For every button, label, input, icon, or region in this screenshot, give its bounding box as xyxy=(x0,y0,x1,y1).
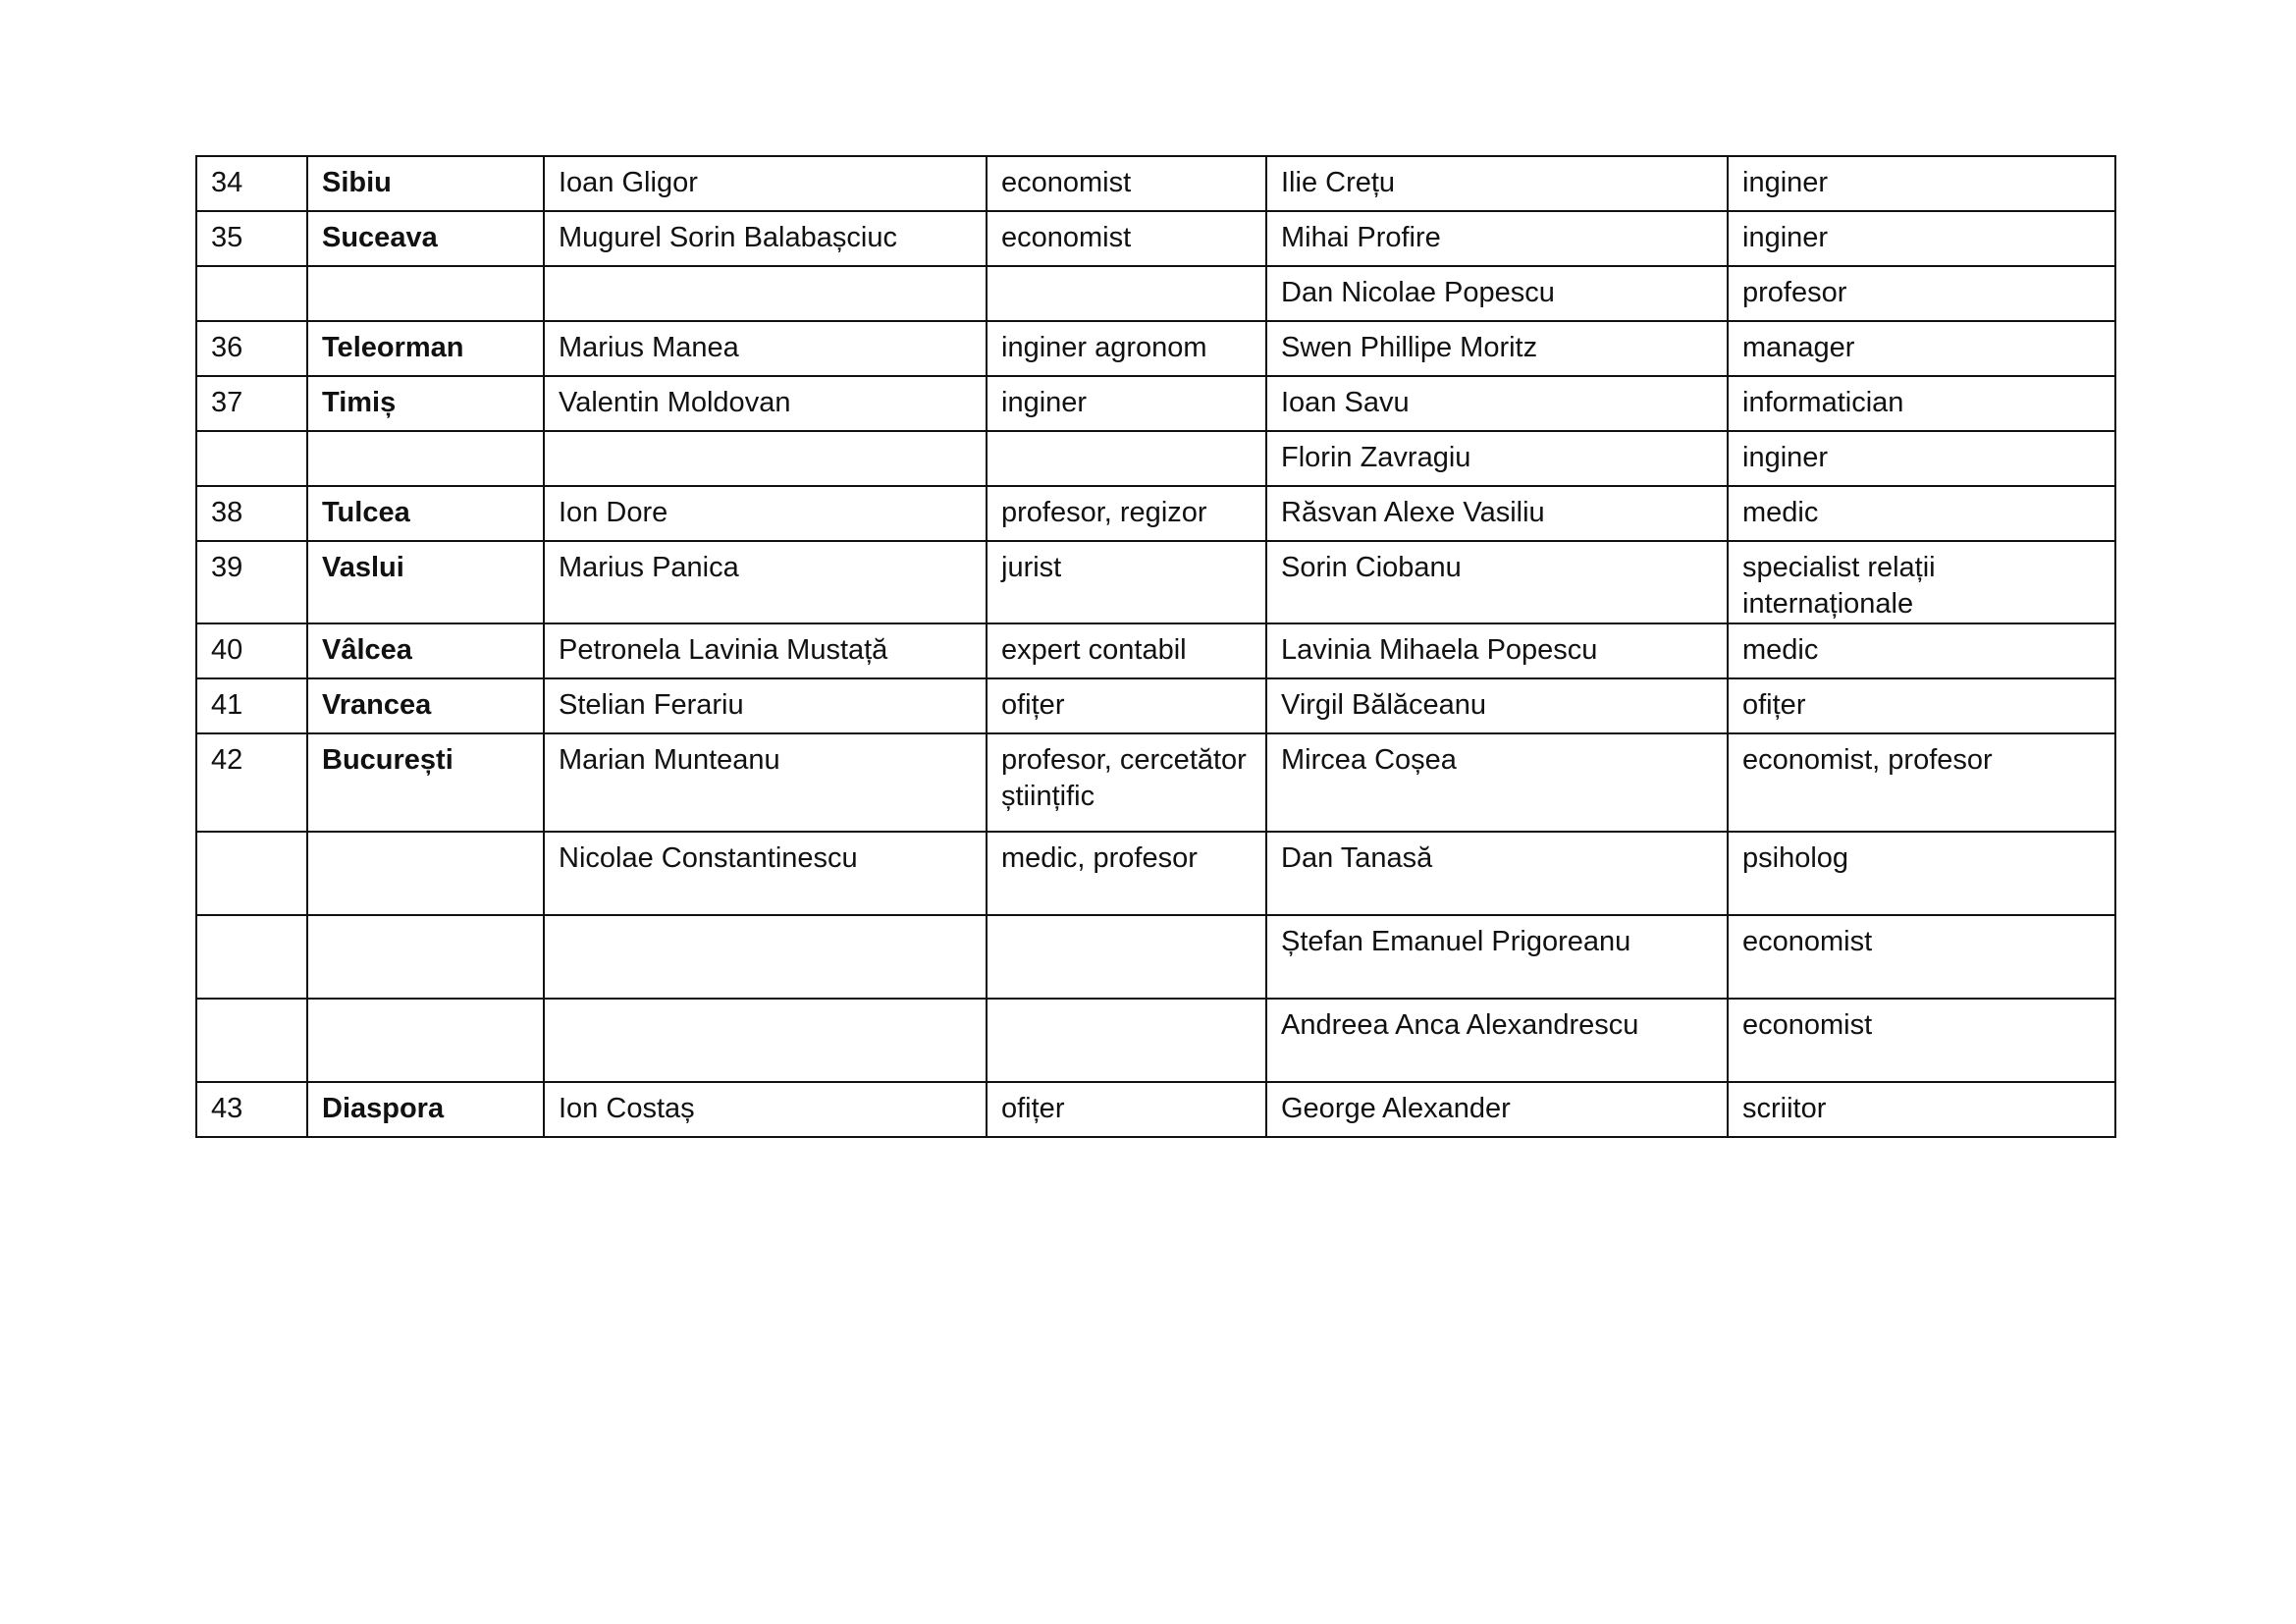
second-candidate-profession: psiholog xyxy=(1728,832,2115,915)
candidate-profession xyxy=(987,266,1266,321)
county-name: Tulcea xyxy=(307,486,544,541)
candidate-profession: expert contabil xyxy=(987,623,1266,678)
row-number: 43 xyxy=(196,1082,307,1137)
second-candidate-name: Florin Zavragiu xyxy=(1266,431,1728,486)
second-candidate-profession: economist xyxy=(1728,999,2115,1082)
table-row xyxy=(196,321,2115,376)
second-candidate-name: Swen Phillipe Moritz xyxy=(1266,321,1728,376)
second-candidate-name: Dan Nicolae Popescu xyxy=(1266,266,1728,321)
table-row xyxy=(196,623,2115,678)
row-number: 35 xyxy=(196,211,307,266)
row-number: 41 xyxy=(196,678,307,733)
row-number xyxy=(196,999,307,1082)
table-row xyxy=(196,1082,2115,1137)
county-name: Teleorman xyxy=(307,321,544,376)
table-row xyxy=(196,376,2115,431)
second-candidate-name: Mihai Profire xyxy=(1266,211,1728,266)
candidate-profession: medic, profesor xyxy=(987,832,1266,915)
candidate-profession xyxy=(987,915,1266,999)
candidate-name: Valentin Moldovan xyxy=(544,376,987,431)
candidate-name: Marius Panica xyxy=(544,541,987,623)
table-row xyxy=(196,156,2115,211)
second-candidate-profession: inginer xyxy=(1728,431,2115,486)
candidate-profession: jurist xyxy=(987,541,1266,623)
candidate-profession: profesor, regizor xyxy=(987,486,1266,541)
row-number: 34 xyxy=(196,156,307,211)
second-candidate-name: Andreea Anca Alexandrescu xyxy=(1266,999,1728,1082)
second-candidate-profession: informatician xyxy=(1728,376,2115,431)
row-number: 38 xyxy=(196,486,307,541)
county-name xyxy=(307,832,544,915)
row-number xyxy=(196,832,307,915)
candidate-name: Ion Dore xyxy=(544,486,987,541)
candidate-profession: inginer xyxy=(987,376,1266,431)
candidate-name: Ioan Gligor xyxy=(544,156,987,211)
table-row xyxy=(196,915,2115,999)
county-name: Timiș xyxy=(307,376,544,431)
candidate-profession: ofițer xyxy=(987,1082,1266,1137)
county-name xyxy=(307,266,544,321)
second-candidate-profession: ofițer xyxy=(1728,678,2115,733)
candidate-name: Mugurel Sorin Balabașciuc xyxy=(544,211,987,266)
county-name xyxy=(307,915,544,999)
candidate-profession xyxy=(987,431,1266,486)
county-name: Vâlcea xyxy=(307,623,544,678)
second-candidate-name: Lavinia Mihaela Popescu xyxy=(1266,623,1728,678)
second-candidate-profession: inginer xyxy=(1728,211,2115,266)
second-candidate-name: George Alexander xyxy=(1266,1082,1728,1137)
candidates-table xyxy=(195,155,2116,1138)
row-number: 39 xyxy=(196,541,307,623)
candidate-name: Petronela Lavinia Mustață xyxy=(544,623,987,678)
second-candidate-name: Ștefan Emanuel Prigoreanu xyxy=(1266,915,1728,999)
county-name: București xyxy=(307,733,544,832)
row-number xyxy=(196,431,307,486)
table-row xyxy=(196,266,2115,321)
table-row xyxy=(196,733,2115,832)
county-name: Vaslui xyxy=(307,541,544,623)
second-candidate-profession: medic xyxy=(1728,623,2115,678)
county-name: Suceava xyxy=(307,211,544,266)
county-name xyxy=(307,431,544,486)
county-name xyxy=(307,999,544,1082)
second-candidate-profession: specialist relații internaționale xyxy=(1728,541,2115,623)
second-candidate-name: Răsvan Alexe Vasiliu xyxy=(1266,486,1728,541)
candidate-profession: economist xyxy=(987,156,1266,211)
candidate-profession: profesor, cercetător științific xyxy=(987,733,1266,832)
candidate-name: Nicolae Constantinescu xyxy=(544,832,987,915)
county-name: Diaspora xyxy=(307,1082,544,1137)
table-row xyxy=(196,486,2115,541)
second-candidate-profession: manager xyxy=(1728,321,2115,376)
candidate-name xyxy=(544,431,987,486)
candidate-profession: economist xyxy=(987,211,1266,266)
table-row xyxy=(196,999,2115,1082)
candidate-name xyxy=(544,266,987,321)
candidate-name: Stelian Ferariu xyxy=(544,678,987,733)
second-candidate-name: Dan Tanasă xyxy=(1266,832,1728,915)
row-number xyxy=(196,915,307,999)
row-number: 37 xyxy=(196,376,307,431)
row-number: 40 xyxy=(196,623,307,678)
row-number: 42 xyxy=(196,733,307,832)
county-name: Vrancea xyxy=(307,678,544,733)
second-candidate-name: Sorin Ciobanu xyxy=(1266,541,1728,623)
second-candidate-name: Ioan Savu xyxy=(1266,376,1728,431)
table-row xyxy=(196,431,2115,486)
candidate-profession: inginer agronom xyxy=(987,321,1266,376)
second-candidate-profession: inginer xyxy=(1728,156,2115,211)
candidate-name: Ion Costaș xyxy=(544,1082,987,1137)
candidate-profession: ofițer xyxy=(987,678,1266,733)
table-row xyxy=(196,211,2115,266)
table-row xyxy=(196,678,2115,733)
candidate-name: Marian Munteanu xyxy=(544,733,987,832)
table-row xyxy=(196,832,2115,915)
table-row xyxy=(196,541,2115,623)
second-candidate-profession: profesor xyxy=(1728,266,2115,321)
second-candidate-profession: economist xyxy=(1728,915,2115,999)
second-candidate-name: Ilie Crețu xyxy=(1266,156,1728,211)
second-candidate-name: Mircea Coșea xyxy=(1266,733,1728,832)
candidate-name: Marius Manea xyxy=(544,321,987,376)
candidate-name xyxy=(544,915,987,999)
candidate-profession xyxy=(987,999,1266,1082)
county-name: Sibiu xyxy=(307,156,544,211)
row-number xyxy=(196,266,307,321)
second-candidate-name: Virgil Bălăceanu xyxy=(1266,678,1728,733)
row-number: 36 xyxy=(196,321,307,376)
second-candidate-profession: scriitor xyxy=(1728,1082,2115,1137)
second-candidate-profession: economist, profesor xyxy=(1728,733,2115,832)
second-candidate-profession: medic xyxy=(1728,486,2115,541)
candidate-name xyxy=(544,999,987,1082)
